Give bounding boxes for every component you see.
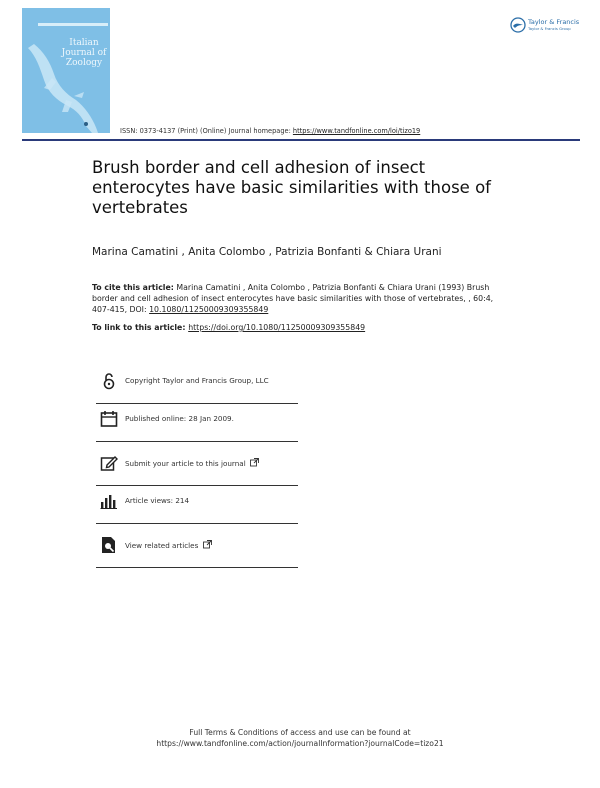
publisher-logo-icon: [510, 17, 526, 33]
edit-pencil-icon: [100, 454, 118, 472]
publisher-logo[interactable]: [510, 16, 590, 38]
document-search-icon: [100, 536, 118, 554]
citation-label: To cite this article:: [92, 283, 174, 292]
copyright-row: [96, 366, 298, 404]
related-articles-link[interactable]: [125, 540, 212, 550]
cover-journal-title: Italian Journal of Zoology: [61, 38, 107, 68]
link-label: To link to this article:: [92, 323, 189, 332]
external-link-icon: [203, 540, 212, 549]
calendar-icon: [100, 410, 118, 428]
header-rule: [22, 139, 580, 141]
submit-row[interactable]: [96, 448, 298, 486]
external-link-icon: [250, 458, 259, 467]
row-divider: [96, 523, 298, 524]
row-divider: [96, 567, 298, 568]
views-row: [96, 486, 298, 524]
open-access-lock-icon: [100, 372, 118, 390]
related-row[interactable]: [96, 530, 298, 568]
citation-block: [92, 282, 512, 315]
publisher-logo-name: Taylor & Francis: [528, 18, 580, 26]
doi-link[interactable]: 10.1080/11250009309355849: [149, 305, 269, 314]
published-row: [96, 404, 298, 442]
lizard-illustration: [22, 8, 110, 133]
issn-line: [120, 127, 420, 135]
article-authors: Marina Camatini , Anita Colombo , Patrizia Bonfanti & Chiara Urani: [92, 246, 442, 258]
related-articles-label: View related articles: [125, 541, 199, 550]
publisher-logo-subtitle: Taylor & Francis Group: [528, 26, 571, 31]
article-title: Brush border and cell adhesion of insect enterocytes have basic similarities with those of vertebrates: [92, 158, 491, 217]
published-date-text: Published online: 28 Jan 2009.: [125, 414, 234, 423]
footer: [0, 727, 600, 749]
footer-terms-text: Full Terms & Conditions of access and use can be found at: [189, 728, 411, 737]
link-block: [92, 323, 365, 332]
row-divider: [96, 441, 298, 442]
article-url-link[interactable]: https://doi.org/10.1080/11250009309355849: [188, 323, 366, 332]
submit-article-label: Submit your article to this journal: [125, 459, 246, 468]
journal-homepage-link[interactable]: https://www.tandfonline.com/loi/tizo19: [292, 127, 421, 135]
footer-terms-link[interactable]: https://www.tandfonline.com/action/journalInformation?journalCode=tizo21: [156, 739, 444, 748]
copyright-text: Copyright Taylor and Francis Group, LLC: [125, 376, 269, 385]
bar-chart-icon: [100, 492, 118, 510]
journal-cover: [22, 8, 110, 133]
article-views-text: Article views: 214: [125, 496, 190, 505]
submit-article-link[interactable]: [125, 458, 259, 468]
issn-text: ISSN: 0373-4137 (Print) (Online) Journal homepage:: [120, 127, 293, 135]
citation-text: Marina Camatini , Anita Colombo , Patrizia Bonfanti & Chiara Urani (1993) Brush border and cell adhesion of insect enterocytes have basic similarities with those of vertebrates, , 60:4, 407-415, DOI:: [92, 283, 494, 314]
